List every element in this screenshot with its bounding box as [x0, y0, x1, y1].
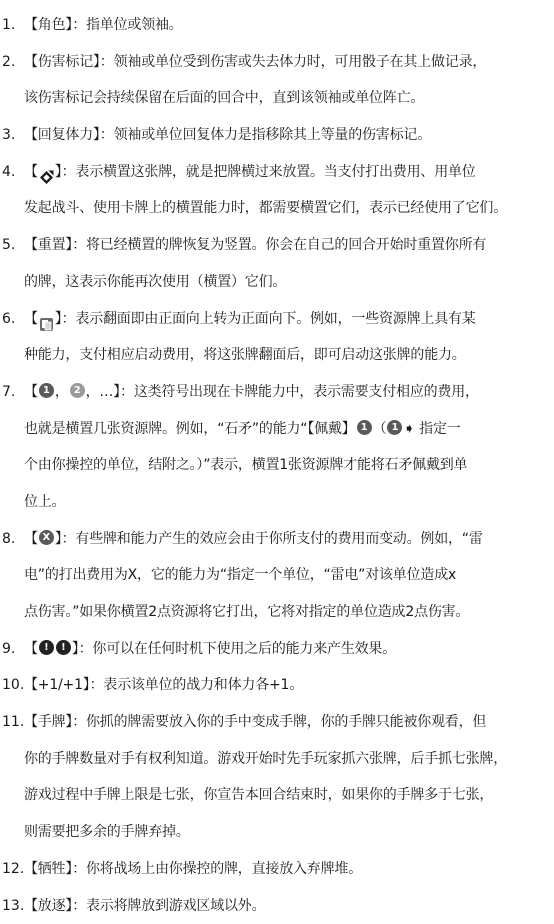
- item-text: 】：表示横置这张牌，就是把牌横过来放置。当支付打出费用、用单位: [55, 164, 476, 180]
- item-number: 10.: [2, 667, 24, 703]
- glossary-item: [2, 301, 550, 374]
- item-text: 【: [24, 311, 38, 327]
- item-text: 【: [24, 531, 38, 547]
- cost-1-icon: 1: [39, 383, 54, 398]
- item-number: 5.: [2, 227, 24, 263]
- glossary-item: [2, 851, 550, 888]
- text-line: [24, 301, 550, 338]
- text-line: [24, 521, 550, 558]
- item-content: [24, 521, 550, 631]
- item-number: 1.: [2, 7, 24, 43]
- glossary-item: [2, 631, 550, 668]
- item-text: 】：你可以在任何时机下使用: [72, 641, 244, 657]
- glossary-item: [2, 44, 550, 117]
- cost-1-icon: 1: [357, 420, 372, 435]
- text-line: [24, 704, 550, 741]
- exhaust-icon: [39, 163, 54, 178]
- text-line: [24, 190, 550, 227]
- item-text: 你的手牌数量对手有权利知道。游戏开始时先手玩家抓六张牌，后手抓七张牌，: [24, 751, 507, 767]
- text-line: [24, 814, 550, 851]
- item-text: 【回复体力】：领袖或单位回复体力是指移除其上等量的伤害标记。: [24, 127, 431, 143]
- text-line: [24, 117, 550, 154]
- item-text: 【手牌】：你抓的牌需要放入你的手中变成手牌，你的手牌只能被你观看，但: [24, 714, 486, 730]
- text-line: [24, 154, 550, 191]
- item-number: 11.: [2, 704, 24, 740]
- item-content: [24, 704, 550, 851]
- glossary-item: [2, 704, 550, 851]
- item-text: ，…】：这类符号出现在卡牌能力中，表示需要支付相应的费用，: [86, 384, 479, 400]
- cost-1-icon: 1: [387, 420, 402, 435]
- item-text: 【放逐】：表示将牌放到游戏区域以外。: [24, 898, 265, 914]
- item-number: 4.: [2, 154, 24, 190]
- item-content: [24, 667, 550, 704]
- text-line: [24, 631, 550, 668]
- item-text: 该伤害标记会持续保留在后面的回合中，直到该领袖或单位阵亡。: [24, 90, 424, 106]
- alert-icon: !: [56, 640, 71, 655]
- glossary-item: [2, 117, 550, 154]
- item-text: 也就是横置几张资源牌。例如，“石矛”的能力“【佩戴】: [24, 421, 356, 437]
- item-text: 发起战斗、使用卡牌上的横置能力时，都需要横置它们，表示已经使用了它们。: [24, 200, 507, 216]
- text-line: [24, 851, 550, 888]
- item-text: （: [373, 421, 387, 437]
- item-text: 【+1/+1】：表示该单位的战力和体力各+1。: [24, 677, 303, 693]
- text-line: [24, 7, 550, 44]
- item-text: 个由你操控的单位，结附之。）”表示，横置1张资源牌才能将石矛佩戴到单: [24, 457, 467, 473]
- text-line: [24, 337, 550, 374]
- glossary-item: [2, 667, 550, 704]
- text-line: [24, 594, 550, 631]
- item-text: ➧ 指定一: [403, 421, 460, 437]
- text-line: [24, 447, 550, 484]
- item-text: 之后的能力来产生效果。: [244, 641, 396, 657]
- item-text: 电”的打出费用为X，它的能力为“指定一个单位，“雷电”对该单位造成x: [24, 567, 456, 583]
- item-content: [24, 631, 550, 668]
- glossary-item: [2, 7, 550, 44]
- item-number: 12.: [2, 851, 24, 887]
- flip-icon: [39, 310, 54, 325]
- item-text: ，: [55, 384, 69, 400]
- item-content: [24, 301, 550, 374]
- item-content: [24, 888, 550, 924]
- text-line: [24, 741, 550, 778]
- item-text: 】：有些牌和能力产生的效应会由于你所支付的费用而变动。例如，“雷: [55, 531, 483, 547]
- item-text: 【伤害标记】：领袖或单位受到伤害或失去体力时，可用骰子在其上做记录，: [24, 54, 486, 70]
- item-content: [24, 227, 550, 300]
- item-number: 6.: [2, 301, 24, 337]
- text-line: [24, 264, 550, 301]
- text-line: [24, 227, 550, 264]
- item-text: 种能力，支付相应启动费用，将这张牌翻面后，即可启动这张牌的能力。: [24, 347, 466, 363]
- cost-x-icon: X: [39, 530, 54, 545]
- glossary-item: [2, 227, 550, 300]
- item-number: 9.: [2, 631, 24, 667]
- item-text: 点伤害。”如果你横置2点资源将它打出，它将对指定的单位造成2点伤害。: [24, 604, 469, 620]
- item-number: 3.: [2, 117, 24, 153]
- text-line: [24, 80, 550, 117]
- item-text: 游戏过程中手牌上限是七张，你宣告本回合结束时，如果你的手牌多于七张，: [24, 787, 493, 803]
- item-text: 】：表示翻面即由正面向上转为正面向下。例如，一些资源牌上具有某: [55, 311, 476, 327]
- item-text: 【重置】：将已经横置的牌恢复为竖置。你会在自己的回合开始时重置你所有: [24, 237, 486, 253]
- item-content: [24, 154, 550, 227]
- text-line: [24, 484, 550, 521]
- item-content: [24, 44, 550, 117]
- item-content: [24, 851, 550, 888]
- text-line: [24, 374, 550, 411]
- cost-2-icon: 2: [70, 383, 85, 398]
- item-text: 【: [24, 384, 38, 400]
- item-text: 位上。: [24, 494, 65, 510]
- alert-icon: !: [39, 640, 54, 655]
- text-line: [24, 411, 550, 448]
- item-text: 【: [24, 164, 38, 180]
- text-line: [24, 888, 550, 924]
- item-number: 8.: [2, 521, 24, 557]
- glossary-item: [2, 374, 550, 521]
- item-text: 【: [24, 641, 38, 657]
- item-content: [24, 374, 550, 521]
- item-number: 13.: [2, 888, 24, 924]
- glossary-item: [2, 521, 550, 631]
- item-number: 7.: [2, 374, 24, 410]
- item-content: [24, 7, 550, 44]
- item-content: [24, 117, 550, 154]
- item-text: 【牺牲】：你将战场上由你操控的牌，直接放入弃牌堆。: [24, 861, 362, 877]
- item-text: 的牌，这表示你能再次使用（横置）它们。: [24, 274, 286, 290]
- item-text: 【角色】：指单位或领袖。: [24, 17, 183, 33]
- item-number: 2.: [2, 44, 24, 80]
- text-line: [24, 667, 550, 704]
- text-line: [24, 777, 550, 814]
- text-line: [24, 557, 550, 594]
- text-line: [24, 44, 550, 81]
- item-text: 则需要把多余的手牌弃掉。: [24, 824, 190, 840]
- glossary-item: [2, 154, 550, 227]
- glossary-item: [2, 888, 550, 924]
